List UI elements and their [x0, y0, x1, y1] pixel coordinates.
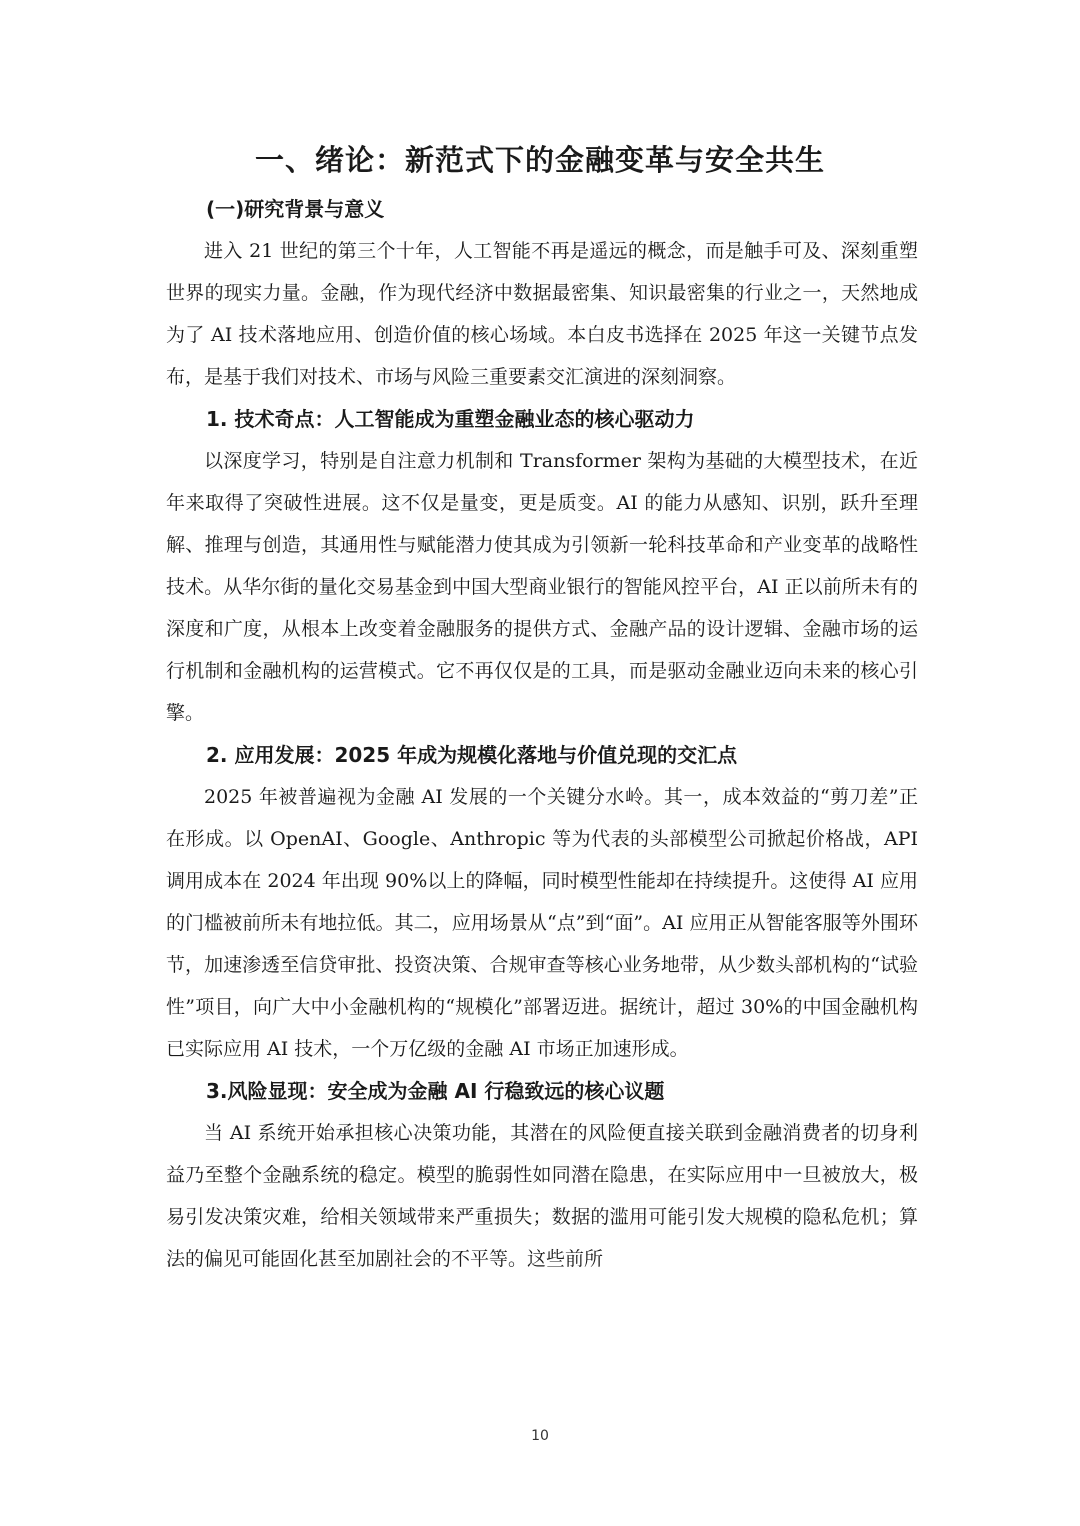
- subsection-heading-technology: 1. 技术奇点：人工智能成为重塑金融业态的核心驱动力: [206, 407, 695, 431]
- paragraph-risk: 当 AI 系统开始承担核心决策功能，其潜在的风险便直接关联到金融消费者的切身利益乃至整个金融系统的稳定。模型的脆弱性如同潜在隐患，在实际应用中一旦被放大，极易引发决策灾难，给相关领域带来严重损失；数据的滥用可能引发大规模的隐私危机；算法的偏见可能固化甚至加剧社会的不平等。这些前所: [166, 1122, 918, 1270]
- subsection-heading-risk: 3.风险显现：安全成为金融 AI 行稳致远的核心议题: [206, 1079, 665, 1103]
- paragraph-application: 2025 年被普遍视为金融 AI 发展的一个关键分水岭。其一，成本效益的“剪刀差”正在形成。以 OpenAI、Google、Anthropic 等为代表的头部模型公司掀起价格战，API 调用成本在 2024 年出现 90%以上的降幅，同时模型性能却在持续提升。这使得 AI 应用的门槛被前所未有地拉低。其二，应用场景从“点”到“面”。AI 应用正从智能客服等外围环节，加速渗透至信贷审批、投资决策、合规审查等核心业务地带，从少数头部机构的“试验性”项目，向广大中小金融机构的“规模化”部署迈进。据统计，超过 30%的中国金融机构已实际应用 AI 技术，一个万亿级的金融 AI 市场正加速形成。: [166, 786, 918, 1060]
- chapter-title: 一、绪论：新范式下的金融变革与安全共生: [254, 143, 825, 177]
- section-heading-background: (一)研究背景与意义: [206, 197, 385, 221]
- page-number: 10: [531, 1428, 549, 1444]
- paragraph-technology: 以深度学习，特别是自注意力机制和 Transformer 架构为基础的大模型技术，在近年来取得了突破性进展。这不仅是量变，更是质变。AI 的能力从感知、识别，跃升至理解、推理与创造，其通用性与赋能潜力使其成为引领新一轮科技革命和产业变革的战略性技术。从华尔街的量化交易基金到中国大型商业银行的智能风控平台，AI 正以前所未有的深度和广度，从根本上改变着金融服务的提供方式、金融产品的设计逻辑、金融市场的运行机制和金融机构的运营模式。它不再仅仅是的工具，而是驱动金融业迈向未来的核心引擎。: [166, 450, 918, 724]
- subsection-heading-application: 2. 应用发展：2025 年成为规模化落地与价值兑现的交汇点: [206, 743, 738, 767]
- paragraph-background: 进入 21 世纪的第三个十年，人工智能不再是遥远的概念，而是触手可及、深刻重塑世界的现实力量。金融，作为现代经济中数据最密集、知识最密集的行业之一，天然地成为了 AI 技术落地应用、创造价值的核心场域。本白皮书选择在 2025 年这一关键节点发布，是基于我们对技术、市场与风险三重要素交汇演进的深刻洞察。: [166, 240, 918, 388]
- body-content: [166, 188, 918, 1280]
